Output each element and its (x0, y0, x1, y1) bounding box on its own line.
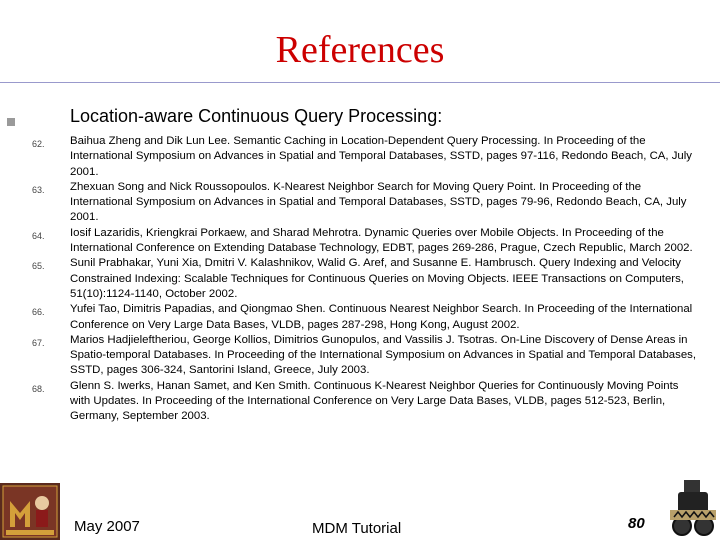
bullet-square-icon (7, 118, 15, 126)
reference-text: Zhexuan Song and Nick Roussopoulos. K-Nearest Neighbor Search for Moving Query Point. In Proceeding of the International Symposium on Advances in Spatial and Temporal Databases, SSTD, pages 79-96, Redondo Beach, CA, July 2001. (70, 180, 687, 224)
list-item (20, 226, 700, 257)
list-item (20, 256, 700, 302)
reference-number: 64. (32, 230, 45, 241)
list-item (20, 134, 700, 180)
slide-title: References (275, 29, 445, 71)
reference-text: Yufei Tao, Dimitris Papadias, and Qiongmao Shen. Continuous Nearest Neighbor Search. In Proceeding of the International Conference on Very Large Data Bases, VLDB, pages 287-298, Hong Kong, August 2002. (70, 303, 693, 331)
reference-text: Baihua Zheng and Dik Lun Lee. Semantic Caching in Location-Dependent Query Processing. In Proceeding of the International Symposium on Advances in Spatial and Temporal Databases, SSTD, pages 97-116, Redondo Beach, CA, July 2001. (70, 135, 692, 178)
reference-text: Iosif Lazaridis, Kriengkrai Porkaew, and Sharad Mehrotra. Dynamic Queries over Mobile Objects. In Proceeding of the International Conference on Extending Database Technology, EDBT, pages 269-286, Prague, Czech Republic, March 2002. (70, 226, 693, 255)
list-item (20, 379, 700, 425)
reference-number: 62. (32, 139, 45, 149)
reference-number: 65. (32, 261, 45, 272)
list-item (20, 302, 700, 333)
list-item (20, 180, 700, 226)
page-number: 80 (628, 515, 645, 532)
footer-date: May 2007 (74, 518, 140, 535)
reference-text: Sunil Prabhakar, Yuni Xia, Dmitri V. Kalashnikov, Walid G. Aref, and Susanne E. Hambrusch. Query Indexing and Velocity Constrained Indexing: Scalable Techniques for Continuous Queries on Moving Objects. IEEE Transactions on Computers, 51(10):1124-1140, October 2002. (70, 257, 684, 300)
university-of-minnesota-logo-icon (0, 483, 60, 540)
list-item (20, 333, 700, 379)
reference-number: 66. (32, 307, 45, 318)
footer-title: MDM Tutorial (312, 520, 402, 537)
purdue-logo-icon (666, 476, 720, 540)
reference-number: 63. (32, 184, 45, 195)
reference-text: Marios Hadjieleftheriou, George Kollios, Dimitrios Gunopulos, and Vassilis J. Tsotras. On-Line Discovery of Dense Areas in Spatio-temporal Databases. In Proceeding of the International Symposium on Advances in Spatial and Temporal Databases, SSTD, pages 306-324, Santorini Island, Greece, July 2003. (70, 333, 697, 377)
reference-list (20, 134, 700, 425)
reference-number: 67. (32, 337, 45, 348)
section-heading: Location-aware Continuous Query Processing: (70, 106, 443, 126)
title-divider (0, 82, 720, 83)
reference-text: Glenn S. Iwerks, Hanan Samet, and Ken Smith. Continuous K-Nearest Neighbor Queries for Continuously Moving Points with Updates. In Proceeding of the International Conference on Very Large Data Bases, VLDB, pages 512-523, Berlin, Germany, September 2003. (70, 379, 679, 423)
reference-number: 68. (32, 383, 45, 394)
